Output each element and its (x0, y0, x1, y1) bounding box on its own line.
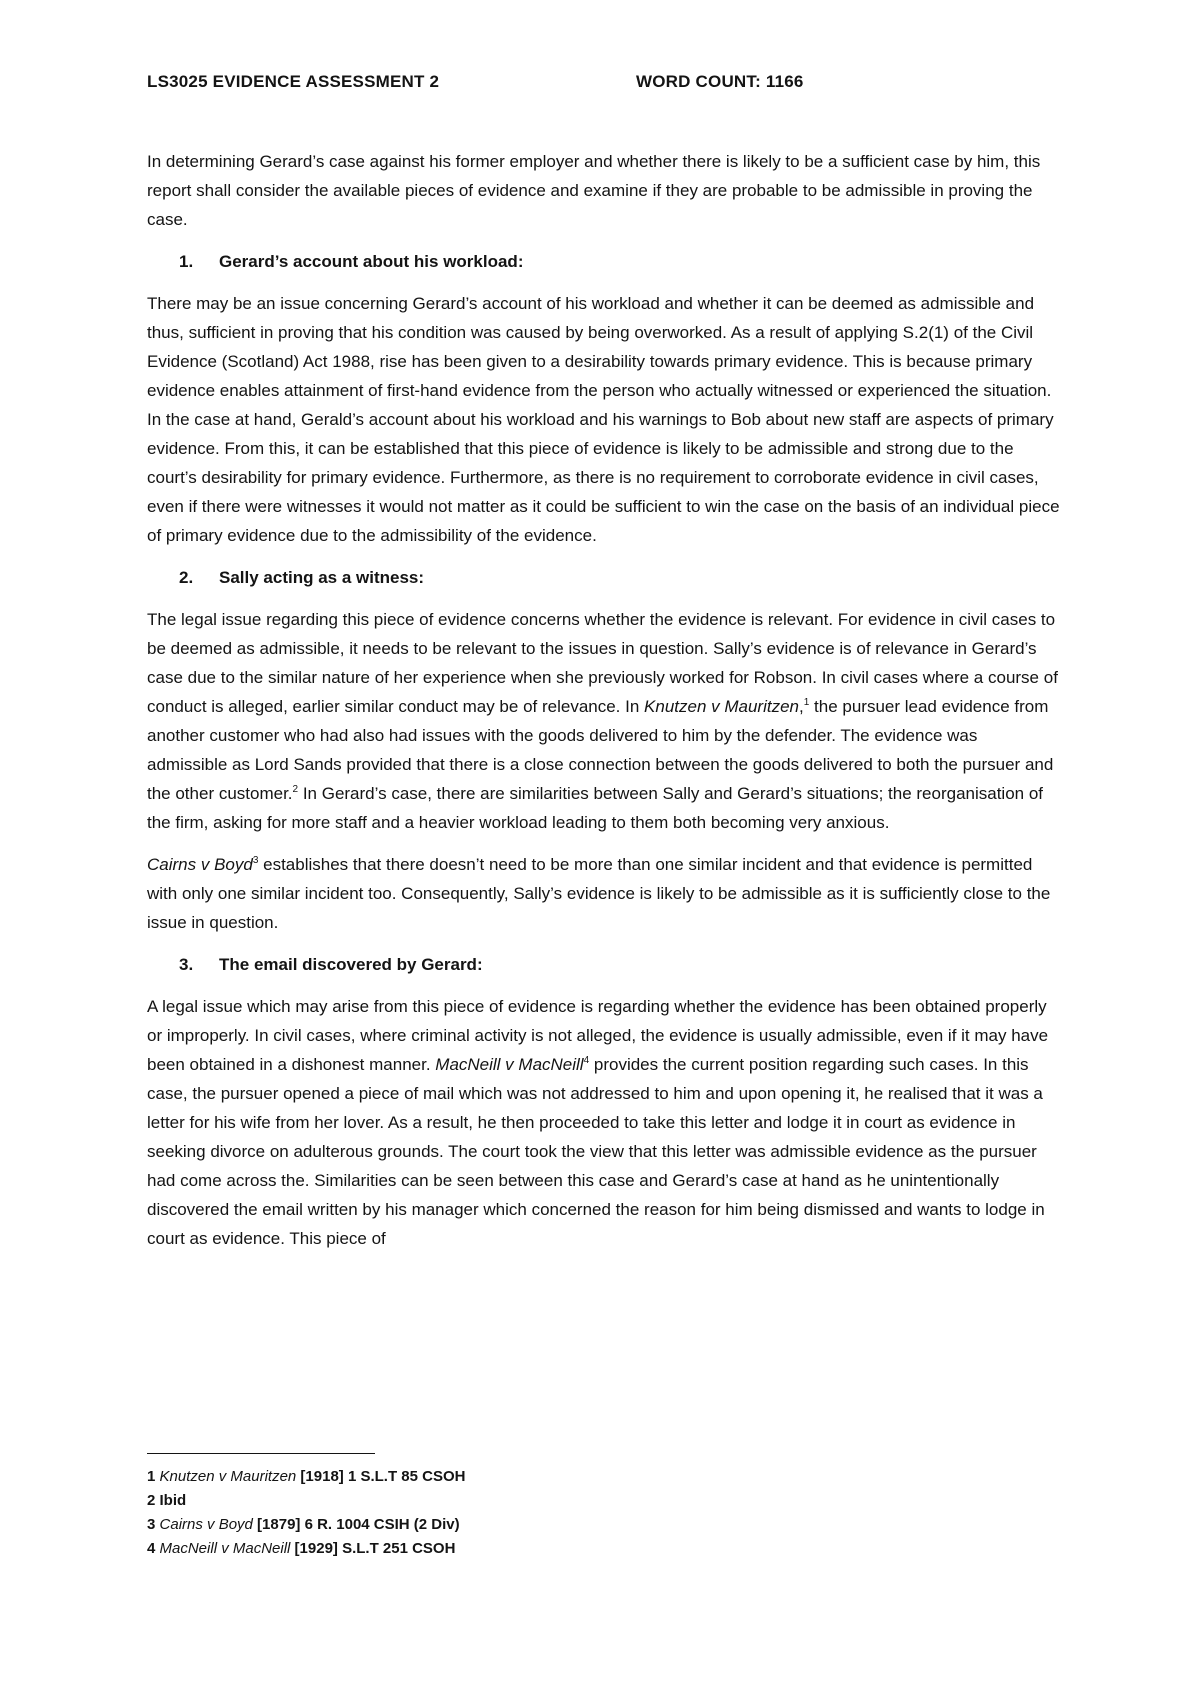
footnote (147, 1465, 847, 1489)
footnote-ref: 3 (252, 855, 259, 866)
citation: [1918] 1 S.L.T 85 CSOH (296, 1468, 466, 1485)
section-heading-2 (147, 563, 1062, 592)
intro-paragraph: In determining Gerard’s case against his former employer and whether there is likely to be a sufficient case by him, this report shall consider the available pieces of evidence and examine if they are probable to be admissible in proving the case. (147, 152, 1041, 229)
text-run: In Gerard’s case, there are similarities between Sally and Gerard’s situations; the reorganisation of the firm, asking for more staff and a heavier workload leading to them both becoming very anxious. (147, 784, 1044, 832)
footnote (147, 1489, 847, 1513)
citation: [1929] S.L.T 251 CSOH (290, 1540, 456, 1557)
footnote-number: 3 (147, 1516, 156, 1533)
citation: [1879] 6 R. 1004 CSIH (2 Div) (252, 1516, 460, 1533)
section-heading-1 (147, 247, 1062, 276)
case-name: MacNeill v MacNeill (159, 1540, 291, 1557)
section-1-paragraph: There may be an issue concerning Gerard’s account of his workload and whether it can be deemed as admissible and thus, sufficient in proving that his condition was caused by being overworked. As a result of applying S.2(1) of the Civil Evidence (Scotland) Act 1988, rise has been given to a desirability towards primary evidence. This is because primary evidence enables attainment of first-hand evidence from the person who actually witnessed or experienced the situation. In the case at hand, Gerald’s account about his workload and his warnings to Bob about new staff are aspects of primary evidence. From this, it can be established that this piece of evidence is likely to be admissible and strong due to the court’s desirability for primary evidence. Furthermore, as there is no requirement to corroborate evidence in civil cases, even if there were witnesses it would not matter as it could be sufficient to win the case on the basis of an individual piece of primary evidence due to the admissibility of the evidence. (147, 294, 1060, 545)
text-run: A legal issue which may arise from this piece of evidence is regarding whether the evidence has been obtained properly or improperly. In civil cases, where criminal activity is not alleged, the evidence is usually admissible, even if it may have been obtained in a dishonest manner. (147, 997, 1049, 1074)
section-number: 2. (179, 568, 194, 587)
footnotes (147, 1465, 847, 1561)
footnote-number: 1 (147, 1468, 156, 1485)
section-number: 3. (179, 955, 194, 974)
citation: Ibid (159, 1492, 187, 1509)
footnote-ref: 2 (292, 784, 299, 795)
assessment-title: LS3025 EVIDENCE ASSESSMENT 2 (147, 72, 440, 91)
text-run: provides the current position regarding such cases. In this case, the pursuer opened a piece of mail which was not addressed to him and upon opening it, he realised that it was a letter for his wife from her lover. As a result, he then proceeded to take this letter and lodge it in court as evidence in seeking divorce on adulterous grounds. The court took the view that this letter was admissible evidence as the pursuer had come across the. Similarities can be seen between this case and Gerard’s case at hand as he unintentionally discovered the email written by his manager which concerned the reason for him being dismissed and wants to lodge in court as evidence. This piece of (147, 1055, 1045, 1248)
section-title: Sally acting as a witness: (219, 568, 425, 587)
word-count: WORD COUNT: 1166 (636, 72, 804, 91)
section-title: The email discovered by Gerard: (219, 955, 483, 974)
section-2-paragraph-1: The legal issue regarding this piece of evidence concerns whether the evidence is relevant. For evidence in civil cases to be deemed as admissible, it needs to be relevant to the issues in question. Sally’s evidence is of relevance in Gerard’s case due to the similar nature of her experience when she previously worked for Robson. In civil cases where a course of conduct is alleged, earlier similar conduct may be of relevance. In Knutzen v Mauritzen,$^1$ the pursuer lead evidence from another customer who had also had issues with the goods delivered to him by the defender. The evidence was admissible as Lord Sands provided that there is a close connection between the goods delivered to both the pursuer and the other customer.$^2$ In Gerard’s case, there are similarities between Sally and Gerard’s situations; the reorganisation of the firm, asking for more staff and a heavier workload leading to them both becoming very anxious. (147, 610, 1058, 832)
footnote-number: 2 (147, 1492, 156, 1509)
section-3-paragraph (147, 992, 1062, 1253)
footnote (147, 1537, 847, 1561)
text-run: the pursuer lead evidence from another customer who had also had issues with the goods delivered to him by the defender. The evidence was admissible as Lord Sands provided that there is a close connection between the goods delivered to both the pursuer and the other customer. (147, 697, 1054, 803)
section-number: 1. (179, 252, 194, 271)
footnote-ref: 4 (583, 1055, 590, 1066)
section-heading-3 (147, 950, 1062, 979)
footnote-ref: 1 (803, 697, 810, 708)
page-header (147, 72, 1067, 98)
text-run: The legal issue regarding this piece of evidence concerns whether the evidence is relevant. For evidence in civil cases to be deemed as admissible, it needs to be relevant to the issues in question. Sally’s evidence is of relevance in Gerard’s case due to the similar nature of her experience when she previously worked for Robson. In civil cases where a course of conduct is alleged, earlier similar conduct may be of relevance. In (147, 610, 1058, 716)
footnote-number: 4 (147, 1540, 156, 1557)
case-name: Knutzen v Mauritzen (159, 1468, 297, 1485)
text-run: establishes that there doesn’t need to be more than one similar incident and that evidence is permitted with only one similar incident too. Consequently, Sally’s evidence is likely to be admissible as it is sufficiently close to the issue in question. (147, 855, 1051, 932)
case-name: Cairns v Boyd (159, 1516, 253, 1533)
case-name: Knutzen v Mauritzen (644, 697, 799, 716)
section-title: Gerard’s account about his workload: (219, 252, 524, 271)
case-name: Cairns v Boyd (147, 855, 253, 874)
document-body (147, 147, 1062, 1266)
footnote (147, 1513, 847, 1537)
footnote-separator (147, 1453, 375, 1454)
section-2-paragraph-2 (147, 850, 1062, 937)
case-name: MacNeill v MacNeill (435, 1055, 584, 1074)
